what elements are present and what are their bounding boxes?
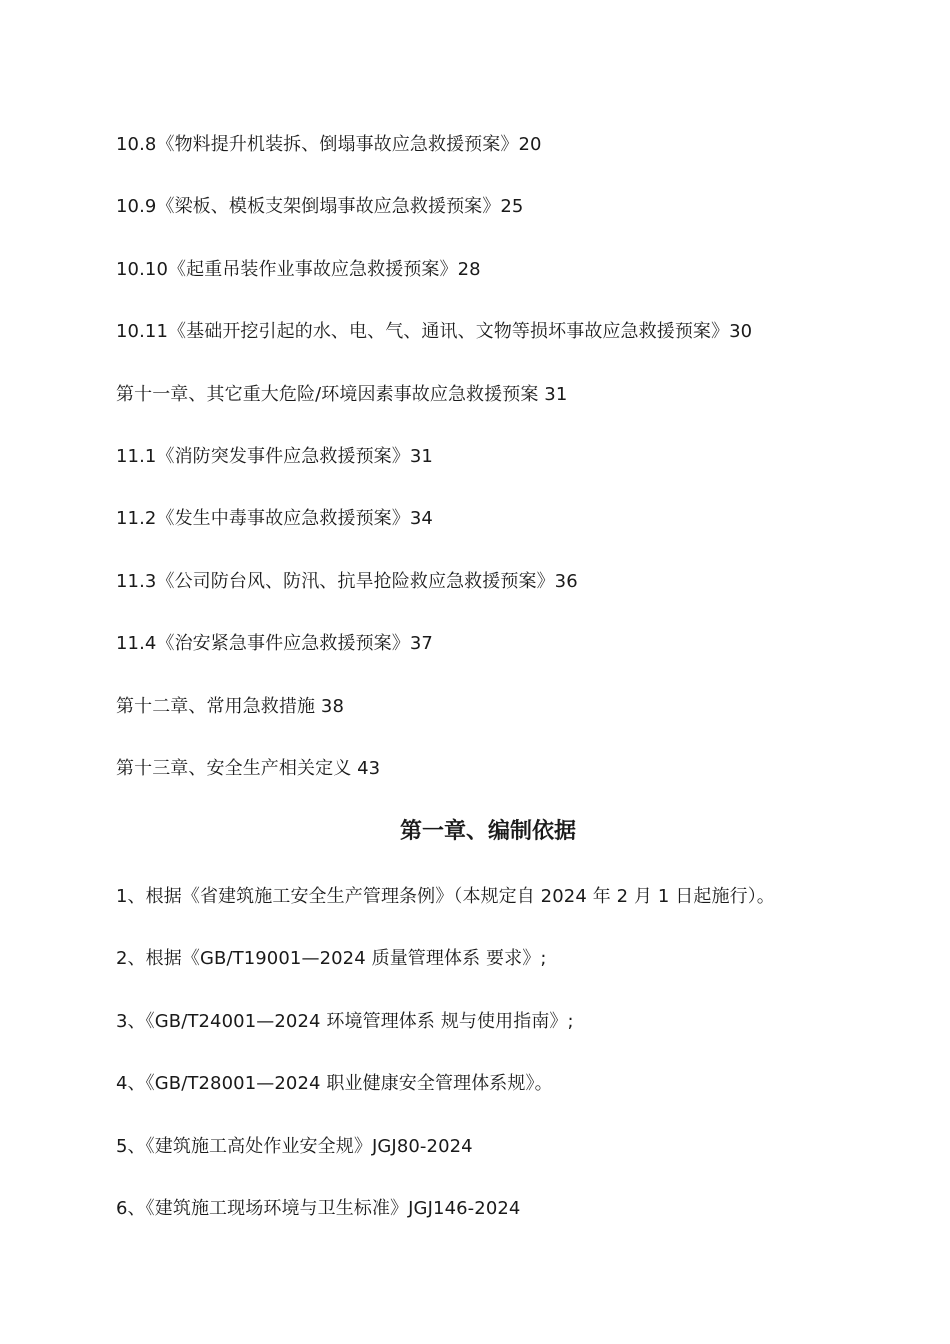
basis-item-5: 5、《建筑施工高处作业安全规》JGJ80-2024 xyxy=(116,1136,473,1157)
basis-item-2: 2、根据《GB/T19001—2024 质量管理体系 要求》; xyxy=(116,948,547,969)
toc-entry-chapter-12: 第十二章、常用急救措施 38 xyxy=(116,696,345,717)
basis-item-4: 4、《GB/T28001—2024 职业健康安全管理体系规》。 xyxy=(116,1073,553,1094)
toc-entry-11-1: 11.1《消防突发事件应急救援预案》31 xyxy=(116,446,433,467)
toc-entry-10-8: 10.8《物料提升机装拆、倒塌事故应急救援预案》20 xyxy=(116,134,542,155)
toc-entry-chapter-13: 第十三章、安全生产相关定义 43 xyxy=(116,758,381,779)
basis-item-6: 6、《建筑施工现场环境与卫生标准》JGJ146-2024 xyxy=(116,1198,521,1219)
basis-item-1: 1、根据《省建筑施工安全生产管理条例》（本规定自 2024 年 2 月 1 日起施行）。 xyxy=(116,886,775,907)
toc-entry-11-4: 11.4《治安紧急事件应急救援预案》37 xyxy=(116,633,433,654)
toc-entry-11-3: 11.3《公司防台风、防汛、抗旱抢险救应急救援预案》36 xyxy=(116,571,578,592)
toc-entry-10-11: 10.11《基础开挖引起的水、电、气、通讯、文物等损坏事故应急救援预案》30 xyxy=(116,321,753,342)
basis-item-3: 3、《GB/T24001—2024 环境管理体系 规与使用指南》; xyxy=(116,1011,574,1032)
chapter-heading: 第一章、编制依据 xyxy=(399,819,576,844)
toc-entry-10-9: 10.9《梁板、模板支架倒塌事故应急救援预案》25 xyxy=(116,196,524,217)
toc-entry-11-2: 11.2《发生中毒事故应急救援预案》34 xyxy=(116,508,433,529)
toc-entry-10-10: 10.10《起重吊装作业事故应急救援预案》28 xyxy=(116,259,481,280)
toc-entry-chapter-11: 第十一章、其它重大危险/环境因素事故应急救援预案 31 xyxy=(116,384,568,405)
